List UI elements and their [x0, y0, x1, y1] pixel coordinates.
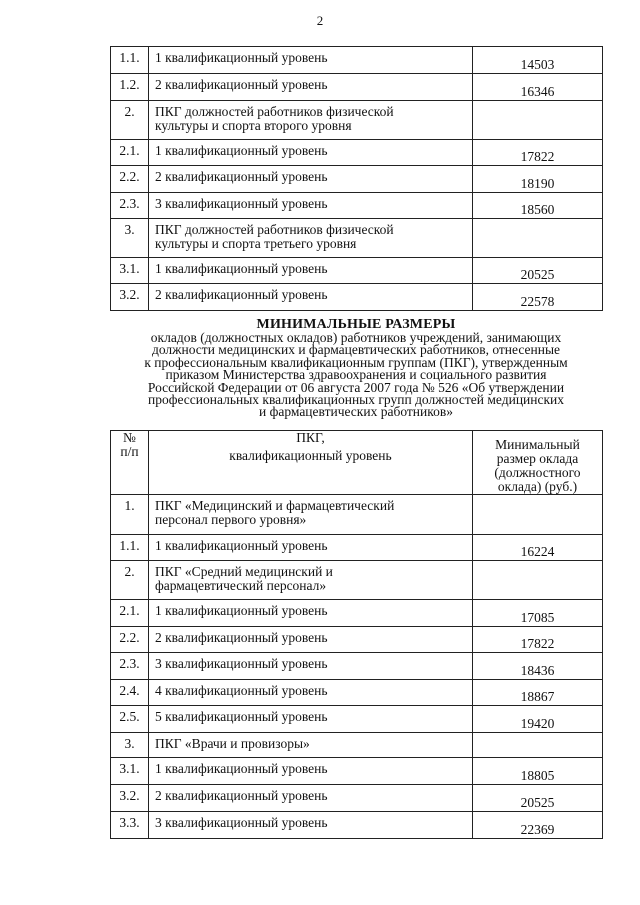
header-value-line: оклада) (руб.) — [497, 479, 578, 494]
row-name-line: культуры и спорта третьего уровня — [155, 236, 357, 251]
row-value — [473, 101, 603, 140]
header-value-line: Минимальный — [495, 437, 580, 452]
row-name-line: 4 квалификационный уровень — [155, 683, 328, 698]
row-number: 2.1. — [111, 140, 149, 166]
table-row — [111, 561, 603, 600]
row-value: 20525 — [473, 258, 603, 284]
header-value — [473, 431, 603, 495]
row-name — [149, 495, 473, 535]
row-value: 19420 — [473, 706, 603, 733]
section-description-line: Российской Федерации от 06 августа 2007 года № 526 «Об утверждении — [147, 379, 565, 395]
header-number — [111, 431, 149, 495]
row-name-line: 1 квалификационный уровень — [155, 761, 328, 776]
header-name-line: ПКГ, — [296, 430, 325, 445]
section-heading — [110, 318, 602, 419]
section-description-line: и фармацевтических работников» — [258, 404, 453, 420]
row-name — [149, 219, 473, 258]
page-number: 2 — [316, 13, 324, 28]
table-row — [111, 706, 603, 733]
row-name — [149, 258, 473, 284]
table-row — [111, 193, 603, 219]
header-name — [149, 431, 473, 495]
section-description-line: к профессиональным квалификационным группам (ПКГ), утвержденным — [144, 354, 568, 370]
row-name-line: фармацевтический персонал» — [155, 578, 327, 593]
row-number: 2. — [111, 561, 149, 600]
table-body — [111, 47, 603, 311]
row-number: 2.4. — [111, 680, 149, 706]
section-description-line: профессиональных квалификационных групп должностей медицинских — [147, 392, 565, 408]
table-row — [111, 785, 603, 812]
header-value-line: (должностного — [494, 465, 581, 480]
row-value: 18560 — [473, 193, 603, 219]
row-number: 1.1. — [111, 535, 149, 561]
table-row — [111, 653, 603, 680]
row-value — [473, 561, 603, 600]
row-value — [473, 495, 603, 535]
row-number: 3.1. — [111, 758, 149, 785]
row-name — [149, 74, 473, 101]
row-value: 17822 — [473, 140, 603, 166]
row-name-line: 2 квалификационный уровень — [155, 788, 328, 803]
row-name-line: 2 квалификационный уровень — [155, 77, 328, 92]
table-row — [111, 219, 603, 258]
row-name-line: 2 квалификационный уровень — [155, 630, 328, 645]
row-name-line: ПКГ должностей работников физической — [155, 104, 394, 119]
row-value: 22369 — [473, 812, 603, 839]
row-number: 1.1. — [111, 47, 149, 74]
row-name-line: 1 квалификационный уровень — [155, 261, 328, 276]
row-name — [149, 812, 473, 839]
header-value-line: размер оклада — [496, 451, 579, 466]
row-name — [149, 706, 473, 733]
section-description-line: должности медицинских и фармацевтических работников, отнесенные — [151, 342, 561, 358]
row-name-line: ПКГ «Медицинский и фармацевтический — [155, 498, 395, 513]
row-name — [149, 758, 473, 785]
row-number: 2.3. — [111, 193, 149, 219]
row-name — [149, 535, 473, 561]
row-name-line: культуры и спорта второго уровня — [155, 118, 352, 133]
row-name-line: ПКГ должностей работников физической — [155, 222, 394, 237]
header-number-line: № — [123, 430, 136, 445]
table-row — [111, 284, 603, 311]
header-name-line: квалификационный уровень — [229, 448, 392, 463]
table-body — [111, 495, 603, 839]
table-row — [111, 680, 603, 706]
row-name — [149, 47, 473, 74]
row-name — [149, 627, 473, 653]
row-name-line: 3 квалификационный уровень — [155, 656, 328, 671]
row-value: 22578 — [473, 284, 603, 311]
row-value: 20525 — [473, 785, 603, 812]
row-value: 16346 — [473, 74, 603, 101]
row-value — [473, 733, 603, 758]
row-name-line: 1 квалификационный уровень — [155, 603, 328, 618]
table-row — [111, 733, 603, 758]
row-number: 3.1. — [111, 258, 149, 284]
row-name — [149, 680, 473, 706]
table-row — [111, 812, 603, 839]
table-row — [111, 74, 603, 101]
row-value: 18805 — [473, 758, 603, 785]
table-row — [111, 140, 603, 166]
table-row — [111, 495, 603, 535]
salary-table-sports — [110, 46, 603, 311]
row-number: 2.2. — [111, 627, 149, 653]
row-value: 17822 — [473, 627, 603, 653]
table-header — [111, 431, 603, 495]
row-number: 2.1. — [111, 600, 149, 627]
row-name-line: 3 квалификационный уровень — [155, 196, 328, 211]
header-number-line: п/п — [120, 444, 139, 459]
row-value: 17085 — [473, 600, 603, 627]
row-name-line: 3 квалификационный уровень — [155, 815, 328, 830]
row-name-line: 5 квалификационный уровень — [155, 709, 328, 724]
row-name — [149, 653, 473, 680]
row-name — [149, 284, 473, 311]
row-name — [149, 140, 473, 166]
table-row — [111, 758, 603, 785]
row-number: 3. — [111, 219, 149, 258]
section-title: МИНИМАЛЬНЫЕ РАЗМЕРЫ — [256, 317, 456, 332]
row-number: 2. — [111, 101, 149, 140]
row-name-line: 2 квалификационный уровень — [155, 169, 328, 184]
row-value: 18867 — [473, 680, 603, 706]
row-name-line: 2 квалификационный уровень — [155, 287, 328, 302]
row-name-line: ПКГ «Средний медицинский и — [155, 564, 333, 579]
row-number: 3.3. — [111, 812, 149, 839]
salary-table-medical — [110, 430, 603, 839]
row-value: 16224 — [473, 535, 603, 561]
table-row — [111, 535, 603, 561]
section-description-line: окладов (должностных окладов) работников учреждений, занимающих — [150, 330, 562, 345]
row-name-line: персонал первого уровня» — [155, 512, 307, 527]
table-row — [111, 166, 603, 193]
row-value — [473, 219, 603, 258]
header-row — [111, 431, 603, 495]
row-number: 2.3. — [111, 653, 149, 680]
row-name — [149, 600, 473, 627]
row-name — [149, 561, 473, 600]
row-number: 3. — [111, 733, 149, 758]
row-value: 18436 — [473, 653, 603, 680]
row-number: 2.5. — [111, 706, 149, 733]
row-number: 1.2. — [111, 74, 149, 101]
table-row — [111, 258, 603, 284]
table-row — [111, 101, 603, 140]
row-name — [149, 101, 473, 140]
row-name-line: 1 квалификационный уровень — [155, 143, 328, 158]
row-name-line: ПКГ «Врачи и провизоры» — [155, 736, 310, 751]
row-name — [149, 785, 473, 812]
row-name — [149, 193, 473, 219]
row-number: 3.2. — [111, 284, 149, 311]
row-name — [149, 166, 473, 193]
table-row — [111, 47, 603, 74]
row-name-line: 1 квалификационный уровень — [155, 50, 328, 65]
table-row — [111, 600, 603, 627]
row-number: 1. — [111, 495, 149, 535]
row-name-line: 1 квалификационный уровень — [155, 538, 328, 553]
row-value: 18190 — [473, 166, 603, 193]
row-number: 3.2. — [111, 785, 149, 812]
row-name — [149, 733, 473, 758]
row-value: 14503 — [473, 47, 603, 74]
section-description-line: приказом Министерства здравоохранения и социального развития — [165, 367, 547, 383]
row-number: 2.2. — [111, 166, 149, 193]
table-row — [111, 627, 603, 653]
section-description — [110, 332, 602, 419]
